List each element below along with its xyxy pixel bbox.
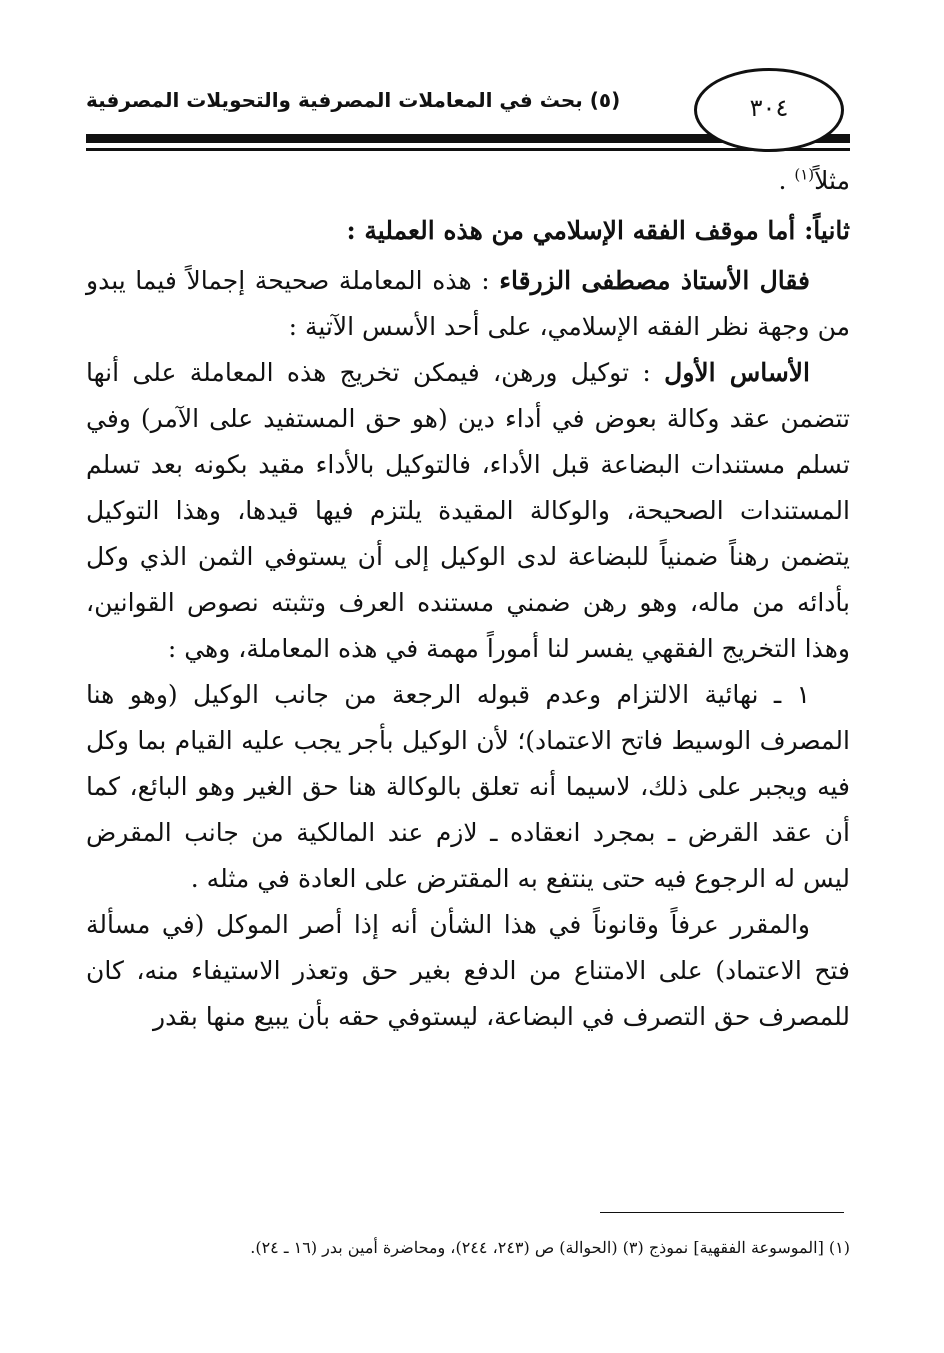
- page-number-oval: [694, 68, 844, 152]
- header-rule-thin: [86, 148, 850, 151]
- page-number: ٣٠٤: [749, 94, 789, 122]
- section-heading: ثانياً: أما موقف الفقه الإسلامي من هذه العملية :: [346, 216, 850, 245]
- paragraph-first-basis: [86, 350, 850, 672]
- continuation-line: [86, 158, 850, 204]
- body-text: [86, 158, 850, 1040]
- continuation-end: .: [778, 166, 795, 195]
- paragraph-point-one: ١ ـ نهائية الالتزام وعدم قبوله الرجعة من جانب الوكيل (وهو هنا المصرف الوسيط فاتح الاعتماد)؛ لأن الوكيل بأجر يجب عليه القيام بما وكل فيه ويجبر على ذلك، لاسيما أنه تعلق بالوكالة هنا حق الغير وهو البائع، كما أن عقد القرض ـ بمجرد انعقاده ـ لازم عند المالكية من جانب المقرض ليس له الرجوع فيه حتى ينتفع به المقترض على العادة في مثله .: [86, 680, 851, 893]
- running-header-title: (٥) بحث في المعاملات المصرفية والتحويلات المصرفية: [86, 88, 621, 112]
- paragraph-zarqa: [86, 258, 850, 350]
- paragraph-first-basis-lead: الأساس الأول: [664, 358, 810, 387]
- footnote: (١) [الموسوعة الفقهية] نموذج (٣) (الحوالة) ص (٢٤٣، ٢٤٤)، ومحاضرة أمين بدر (١٦ ـ ٢٤).: [250, 1238, 850, 1257]
- continuation-word: مثلاً: [814, 166, 850, 195]
- paragraph-first-basis-text: : توكيل ورهن، فيمكن تخريج هذه المعاملة على أنها تتضمن عقد وكالة بعوض في أداء دين (هو حق المستفيد على الآمر) وفي تسلم مستندات البضاعة قبل الأداء، فالتوكيل بالأداء مقيد بكونه بعد تسلم المستندات الصحيحة، والوكالة المقيدة يلتزم فيها قيدها، وهذا التوكيل يتضمن رهناً ضمنياً للبضاعة لدى الوكيل إلى أن يستوفي الثمن الذي وكل بأدائه من ماله، وهو رهن ضمني مستنده العرف وتثبته نصوص القوانين، وهذا التخريج الفقهي يفسر لنا أموراً مهمة في هذه المعاملة، وهي :: [86, 358, 850, 663]
- paragraph-custom-law: والمقرر عرفاً وقانوناً في هذا الشأن أنه إذا أصر الموكل (في مسألة فتح الاعتماد) على الامتناع من الدفع بغير حق وتعذر الاستيفاء منه، كان للمصرف حق التصرف في البضاعة، ليستوفي حقه بأن يبيع منها بقدر: [86, 910, 850, 1031]
- footnote-separator: [600, 1212, 844, 1213]
- paragraph-zarqa-text: : هذه المعاملة صحيحة إجمالاً فيما يبدو من وجهة نظر الفقه الإسلامي، على أحد الأسس الآتية :: [86, 266, 850, 341]
- paragraph-zarqa-lead: فقال الأستاذ مصطفى الزرقاء: [499, 266, 811, 295]
- footnote-reference: (١): [794, 165, 815, 184]
